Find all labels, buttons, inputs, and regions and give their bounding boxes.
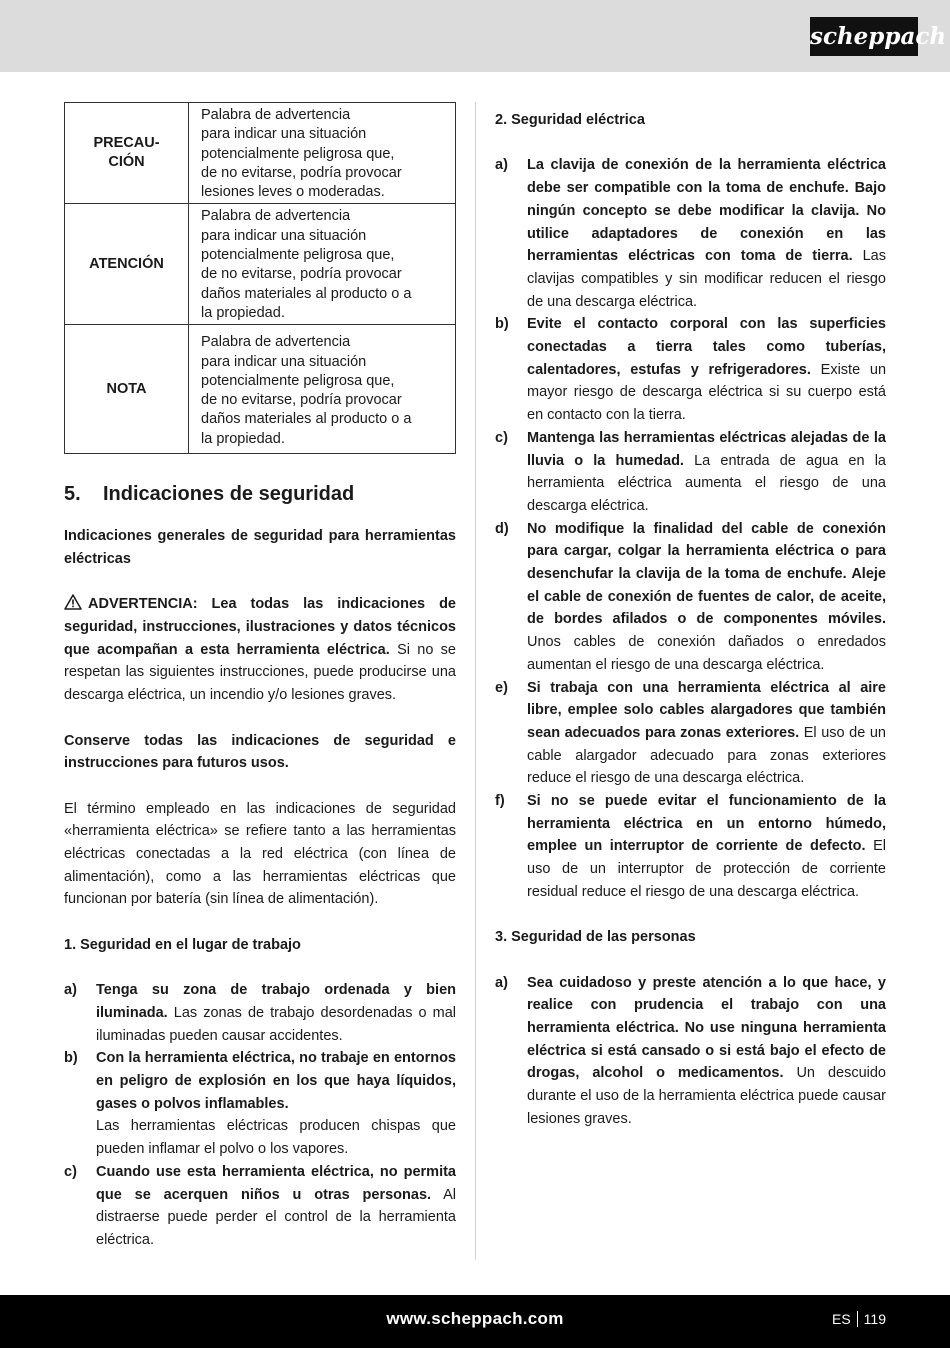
list-item bbox=[495, 154, 886, 313]
item-label: a) bbox=[495, 974, 508, 991]
table-row bbox=[65, 204, 456, 325]
list-item bbox=[64, 1161, 456, 1252]
language-code: ES bbox=[831, 1311, 851, 1327]
item-label: a) bbox=[495, 157, 508, 174]
list-item bbox=[64, 1047, 456, 1161]
right-column bbox=[495, 109, 886, 1131]
list-item bbox=[495, 677, 886, 791]
signal-term: ATENCIÓN bbox=[65, 204, 189, 325]
item-text: La entrada de agua en la herramienta eléctrica aumenta el riesgo de una descarga eléctrica. bbox=[527, 452, 886, 514]
table-row bbox=[65, 103, 456, 204]
list-item bbox=[495, 313, 886, 427]
page-number: 119 bbox=[863, 1311, 886, 1327]
item-text: El uso de un interruptor de protección de corriente residual reduce el riesgo de una descarga eléctrica. bbox=[527, 838, 887, 900]
signal-term: PRECAU- CIÓN bbox=[65, 103, 189, 204]
personal-title: 3. Seguridad de las personas bbox=[495, 929, 696, 946]
item-bold: Evite el contacto corporal con las superficies conectadas a tierra tales como tuberías, calentadores, estufas y refrigeradores. bbox=[527, 316, 886, 378]
list-item bbox=[64, 979, 456, 1047]
table-row bbox=[65, 325, 456, 454]
item-text: Unos cables de conexión dañados o enredados aumentan el riesgo de una descarga eléctrica. bbox=[527, 634, 886, 673]
warning-text: Si no se respetan las siguientes instrucciones, puede producirse una descarga eléctrica, un incendio y/o lesiones graves. bbox=[64, 641, 456, 704]
workplace-title: 1. Seguridad en el lugar de trabajo bbox=[64, 936, 301, 953]
warning-triangle-icon bbox=[64, 594, 82, 610]
item-label: d) bbox=[495, 520, 509, 537]
item-bold: Mantenga las herramientas eléctricas alejadas de la lluvia o la humedad. bbox=[527, 429, 886, 469]
left-column bbox=[64, 102, 456, 1252]
warning-paragraph bbox=[64, 593, 456, 707]
item-text: Un descuido durante el uso de la herramienta eléctrica puede causar lesiones graves. bbox=[527, 1065, 886, 1127]
keep-instructions-note: Conserve todas las indicaciones de seguridad e instrucciones para futuros usos. bbox=[64, 732, 456, 772]
section-heading bbox=[64, 481, 456, 507]
item-text: Las herramientas eléctricas producen chispas que pueden inflamar el polvo o los vapores. bbox=[96, 1118, 456, 1158]
item-bold: Cuando use esta herramienta eléctrica, no permita que se acerquen niños u otras personas. bbox=[96, 1163, 456, 1203]
item-label: b) bbox=[64, 1050, 78, 1067]
column-divider bbox=[475, 102, 476, 1260]
term-definition: El término empleado en las indicaciones de seguridad «herramienta eléctrica» se refiere tanto a las herramientas eléctricas conectadas a la red eléctrica (con línea de alimentación), como a las herramientas eléctricas que funcionan por batería (sin línea de alimentación). bbox=[64, 800, 456, 908]
warning-bold: ADVERTENCIA: Lea todas las indicaciones de seguridad, instrucciones, ilustraciones y datos técnicos que acompañan a esta herramienta eléctrica. bbox=[64, 596, 456, 658]
list-item bbox=[495, 972, 886, 1131]
item-text: El uso de un cable alargador adecuado para zonas exteriores reduce el riesgo de una descarga eléctrica. bbox=[527, 724, 886, 787]
section-title: Indicaciones de seguridad bbox=[103, 483, 355, 506]
signal-word-table bbox=[64, 102, 456, 454]
item-label: c) bbox=[64, 1163, 77, 1180]
item-bold: Tenga su zona de trabajo ordenada y bien iluminada. bbox=[96, 982, 456, 1021]
page-indicator bbox=[832, 1295, 886, 1343]
item-label: a) bbox=[64, 982, 77, 999]
list-item bbox=[495, 518, 886, 677]
website-link[interactable]: www.scheppach.com bbox=[386, 1309, 564, 1328]
section-number: 5. bbox=[64, 483, 81, 506]
item-text: Las zonas de trabajo desordenadas o mal iluminadas pueden causar accidentes. bbox=[96, 1004, 456, 1044]
item-bold: La clavija de conexión de la herramienta eléctrica debe ser compatible con la toma de enchufe. Bajo ningún concepto se debe modificar la clavija. No utilice adaptadores de conexión en las herramientas eléctricas con toma de tierra. bbox=[527, 157, 886, 265]
header-bar bbox=[0, 0, 950, 72]
item-bold: Si trabaja con una herramienta eléctrica al aire libre, emplee solo cables alargadores que también sean adecuados para zonas exteriores. bbox=[527, 679, 886, 741]
footer-bar bbox=[0, 1295, 950, 1348]
item-label: c) bbox=[495, 429, 508, 446]
electrical-title: 2. Seguridad eléctrica bbox=[495, 112, 645, 128]
item-bold: No modifique la finalidad del cable de conexión para cargar, colgar la herramienta eléctrica o para desenchufar la clavija de la toma de enchufe. Aleje el cable de conexión de fuentes de calor, de aceite, de bordes afilados o de componentes móviles. bbox=[527, 520, 886, 628]
brand-logo: scheppach bbox=[810, 17, 918, 56]
list-item bbox=[495, 427, 886, 518]
list-item bbox=[495, 790, 886, 904]
signal-term: NOTA bbox=[65, 325, 189, 454]
item-label: f) bbox=[495, 793, 505, 810]
item-text: Existe un mayor riesgo de descarga eléctrica si su cuerpo está en contacto con la tierra. bbox=[527, 361, 887, 424]
signal-description: Palabra de advertencia para indicar una situación potencialmente peligrosa que, de no evitarse, podría provocar daños materiales al producto o a la propiedad. bbox=[189, 204, 456, 325]
separator bbox=[857, 1311, 858, 1327]
item-bold: Sea cuidadoso y preste atención a lo que hace, y realice con prudencia el trabajo con una herramienta eléctrica. No use ninguna herramienta eléctrica si está cansado o si está bajo el efecto de drogas, alcohol o medicamentos. bbox=[527, 974, 886, 1082]
signal-description: Palabra de advertencia para indicar una situación potencialmente peligrosa que, de no evitarse, podría provocar lesiones leves o moderadas. bbox=[189, 103, 456, 204]
item-label: e) bbox=[495, 679, 508, 696]
item-bold: Con la herramienta eléctrica, no trabaje en entornos en peligro de explosión en los que haya líquidos, gases o polvos inflamables. bbox=[96, 1050, 456, 1112]
signal-description: Palabra de advertencia para indicar una situación potencialmente peligrosa que, de no evitarse, podría provocar daños materiales al producto o a la propiedad. bbox=[189, 325, 456, 454]
item-text: Las clavijas compatibles y sin modificar reducen el riesgo de una descarga eléctrica. bbox=[527, 248, 886, 310]
section-subtitle: Indicaciones generales de seguridad para herramientas eléctricas bbox=[64, 528, 456, 567]
item-label: b) bbox=[495, 316, 509, 333]
item-text: Al distraerse puede perder el control de la herramienta eléctrica. bbox=[96, 1186, 457, 1248]
item-bold: Si no se puede evitar el funcionamiento de la herramienta eléctrica en un entorno húmedo, emplee un interruptor de corriente de defecto. bbox=[527, 793, 886, 855]
